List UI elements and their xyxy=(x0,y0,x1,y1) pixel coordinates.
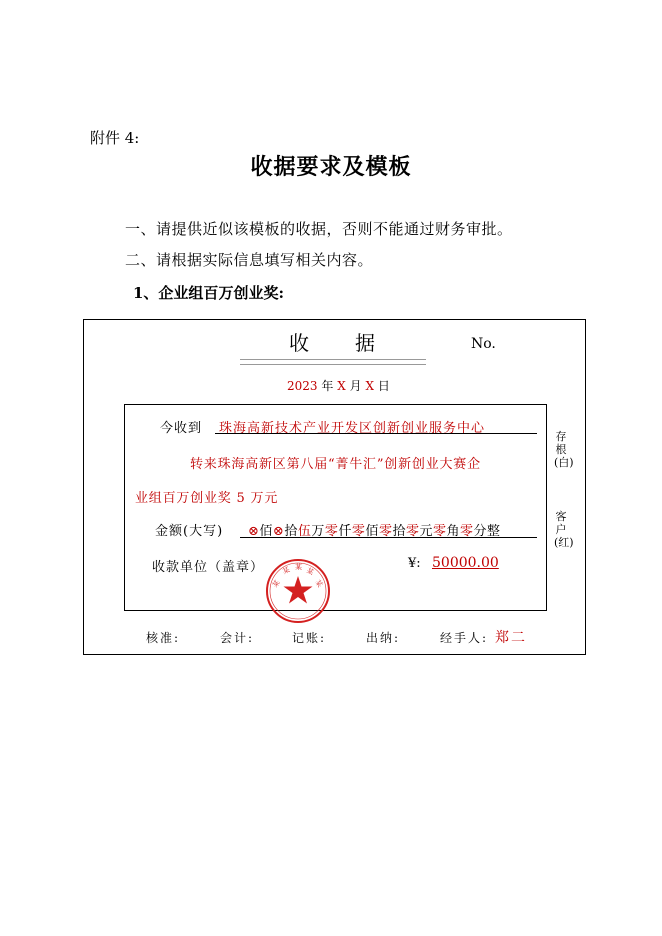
amount-word-part: 伍 xyxy=(297,524,312,539)
amount-word-part: 分整 xyxy=(473,524,501,539)
amount-word-part: 万 xyxy=(311,524,325,539)
instruction-2: 二、请根据实际信息填写相关内容。 xyxy=(125,251,374,269)
received-from-underline xyxy=(215,433,537,434)
amount-word-part: 零 xyxy=(324,524,339,539)
amount-word-part: 零 xyxy=(351,524,366,539)
receipt-title-b: 据 xyxy=(355,331,375,355)
amount-word-part: 零 xyxy=(405,524,420,539)
amount-word-part: 零 xyxy=(460,524,474,539)
company-seal-icon xyxy=(265,558,331,624)
side-note-stub: 存根(白) xyxy=(554,430,574,469)
date-day-unit: 日 xyxy=(377,379,390,393)
footer-handler: 经手人: xyxy=(440,631,489,645)
title-underline-top xyxy=(240,359,426,360)
title-underline-bottom xyxy=(240,364,426,365)
date-year: 2023 xyxy=(287,379,318,393)
svg-text:某: 某 xyxy=(295,563,302,571)
yen-label: ¥: xyxy=(408,556,421,571)
svg-text:某: 某 xyxy=(271,578,282,590)
footer-cashier: 出纳: xyxy=(366,631,401,645)
receipt-title-a: 收 xyxy=(289,331,309,355)
footer-approve: 核准: xyxy=(146,631,181,645)
purpose-line-1: 转来珠海高新区第八届“菁牛汇”创新创业大赛企 xyxy=(190,457,481,472)
amount-word-part: ⊗ xyxy=(248,524,260,539)
purpose-line-2: 业组百万创业奖 5 万元 xyxy=(135,491,279,506)
svg-text:某: 某 xyxy=(313,578,324,589)
received-from-value: 珠海高新技术产业开发区创新创业服务中心 xyxy=(219,421,486,436)
received-from-label: 今收到 xyxy=(160,421,203,436)
footer-handler-name: 郑二 xyxy=(495,630,527,646)
amount-word-part: 角 xyxy=(446,524,461,539)
date-day: X xyxy=(365,379,374,393)
amount-word-part: 佰 xyxy=(365,524,379,539)
amount-word-part: 元 xyxy=(419,524,433,539)
payee-label: 收款单位（盖章） xyxy=(152,560,265,575)
receipt-number-label: No. xyxy=(471,336,496,352)
receipt-title xyxy=(289,327,375,356)
footer-accountant: 会计: xyxy=(220,631,255,645)
amount-word-part: 佰 xyxy=(259,524,273,539)
amount-word-part: 零 xyxy=(378,524,393,539)
amount-word-part: 仟 xyxy=(338,524,352,539)
side-note-customer: 客户(红) xyxy=(554,510,574,549)
footer-bookkeeping: 记账: xyxy=(292,631,327,645)
amount-word-part: 拾 xyxy=(284,524,298,539)
date-year-unit: 年 xyxy=(321,379,334,393)
attachment-label: 附件 4: xyxy=(90,129,140,147)
amount-number: 50000.00 xyxy=(432,555,499,571)
amount-word-part: ⊗ xyxy=(272,524,285,539)
date-month-unit: 月 xyxy=(349,379,362,393)
section-heading: 1、企业组百万创业奖: xyxy=(133,284,284,302)
amount-word-part: 拾 xyxy=(392,524,406,539)
date-month: X xyxy=(337,379,346,393)
svg-text:某: 某 xyxy=(281,565,292,576)
amount-label: 金额(大写) xyxy=(155,524,224,539)
instruction-1: 一、请提供近似该模板的收据，否则不能通过财务审批。 xyxy=(125,220,513,238)
svg-text:某: 某 xyxy=(305,566,315,577)
amount-word-part: 零 xyxy=(433,524,447,539)
page-title: 收据要求及模板 xyxy=(250,154,412,180)
amount-underline xyxy=(240,537,537,538)
receipt-date xyxy=(287,377,390,394)
